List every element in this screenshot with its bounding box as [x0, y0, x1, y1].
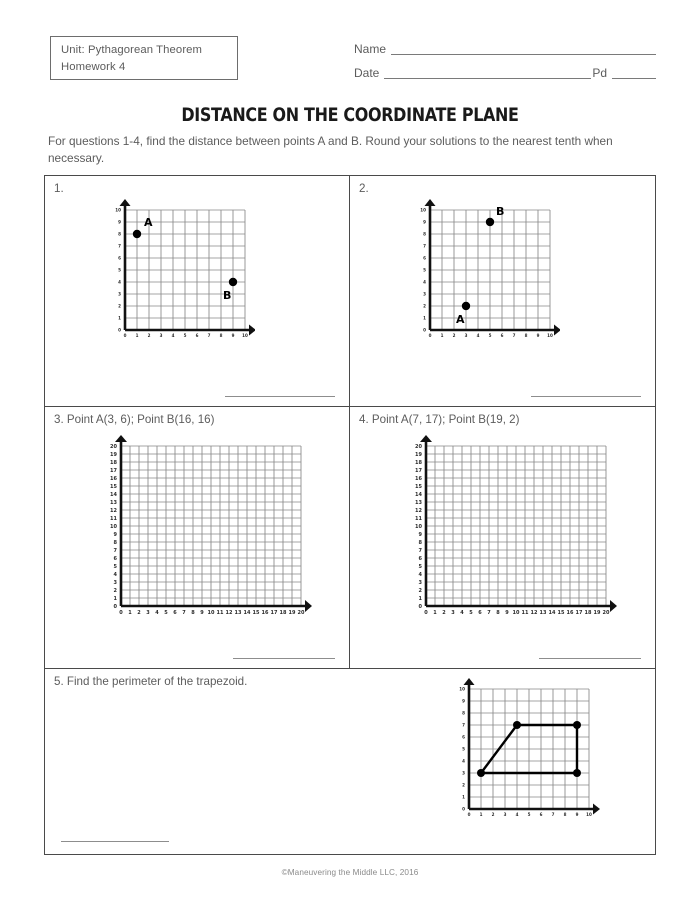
coordinate-plane-10x10	[103, 198, 255, 350]
svg-text:1: 1	[418, 596, 422, 602]
svg-text:9: 9	[575, 812, 579, 817]
svg-text:4: 4	[171, 333, 175, 338]
svg-text:5: 5	[423, 267, 426, 273]
svg-text:13: 13	[415, 500, 422, 506]
date-row	[354, 58, 656, 82]
svg-text:17: 17	[110, 468, 117, 474]
svg-text:5: 5	[183, 333, 187, 338]
svg-text:0: 0	[467, 812, 471, 817]
svg-text:4: 4	[113, 572, 117, 578]
gridlines	[469, 689, 589, 809]
x-axis-tick-labels	[429, 333, 553, 338]
svg-text:11: 11	[216, 610, 224, 616]
svg-text:19: 19	[415, 452, 422, 458]
svg-text:1: 1	[433, 610, 437, 616]
svg-text:4: 4	[460, 610, 464, 616]
svg-text:17: 17	[270, 610, 278, 616]
svg-text:15: 15	[415, 484, 422, 490]
svg-text:0: 0	[123, 333, 127, 338]
svg-text:7: 7	[182, 610, 186, 616]
svg-text:16: 16	[261, 610, 269, 616]
svg-text:5: 5	[418, 564, 422, 570]
question-1-prompt: 1.	[54, 182, 64, 195]
svg-text:10: 10	[110, 524, 117, 530]
svg-text:6: 6	[539, 812, 543, 817]
svg-text:1: 1	[118, 315, 121, 321]
svg-text:1: 1	[113, 596, 117, 602]
svg-text:2: 2	[423, 303, 426, 309]
gridlines	[125, 210, 245, 330]
svg-text:18: 18	[415, 460, 422, 466]
svg-text:7: 7	[512, 333, 516, 338]
svg-text:10: 10	[207, 610, 215, 616]
svg-text:6: 6	[113, 556, 117, 562]
svg-text:7: 7	[423, 243, 426, 249]
question-cell-2	[350, 176, 655, 406]
coordinate-plane-trapezoid	[447, 677, 607, 829]
svg-text:13: 13	[539, 610, 547, 616]
svg-text:9: 9	[423, 219, 426, 225]
svg-text:6: 6	[195, 333, 199, 338]
svg-text:19: 19	[593, 610, 601, 616]
svg-text:19: 19	[110, 452, 117, 458]
svg-text:1: 1	[462, 794, 465, 800]
svg-text:8: 8	[118, 231, 121, 237]
svg-text:7: 7	[207, 333, 211, 338]
svg-text:7: 7	[118, 243, 121, 249]
svg-text:17: 17	[415, 468, 422, 474]
y-axis-tick-labels	[420, 208, 426, 333]
y-axis-tick-labels	[459, 687, 465, 812]
svg-text:6: 6	[418, 556, 422, 562]
svg-text:11: 11	[521, 610, 529, 616]
svg-text:7: 7	[462, 722, 465, 728]
question-2-answer-line[interactable]	[531, 395, 641, 397]
plotted-point-a	[456, 302, 470, 326]
svg-text:5: 5	[488, 333, 492, 338]
question-row-1	[45, 176, 655, 407]
svg-text:9: 9	[418, 532, 422, 538]
svg-text:8: 8	[418, 540, 422, 546]
svg-text:1: 1	[423, 315, 426, 321]
svg-text:1: 1	[135, 333, 139, 338]
svg-text:7: 7	[487, 610, 491, 616]
svg-text:6: 6	[118, 255, 121, 261]
svg-text:17: 17	[575, 610, 583, 616]
gridlines	[426, 446, 606, 606]
svg-text:0: 0	[118, 327, 121, 333]
page-title: DISTANCE ON THE COORDINATE PLANE	[181, 104, 519, 126]
svg-text:3: 3	[159, 333, 163, 338]
question-cell-1	[45, 176, 350, 406]
homework-number: Homework 4	[61, 60, 126, 73]
svg-text:3: 3	[462, 770, 465, 776]
svg-text:2: 2	[462, 782, 465, 788]
svg-text:10: 10	[586, 812, 592, 817]
svg-text:20: 20	[110, 444, 117, 450]
svg-text:6: 6	[423, 255, 426, 261]
svg-text:12: 12	[415, 508, 422, 514]
question-row-2	[45, 407, 655, 669]
svg-text:12: 12	[530, 610, 538, 616]
svg-text:A: A	[144, 216, 153, 229]
svg-text:6: 6	[173, 610, 177, 616]
svg-text:13: 13	[110, 500, 117, 506]
svg-text:9: 9	[118, 219, 121, 225]
plotted-point-a	[133, 216, 153, 238]
svg-text:8: 8	[462, 710, 465, 716]
svg-text:20: 20	[415, 444, 422, 450]
svg-text:19: 19	[288, 610, 296, 616]
svg-text:3: 3	[451, 610, 455, 616]
x-axis-tick-labels	[119, 610, 305, 616]
svg-text:20: 20	[297, 610, 305, 616]
svg-text:0: 0	[428, 333, 432, 338]
question-5-graph	[447, 677, 607, 829]
date-input-line[interactable]	[384, 77, 591, 79]
gridlines	[121, 446, 301, 606]
svg-text:8: 8	[524, 333, 528, 338]
svg-text:8: 8	[563, 812, 567, 817]
svg-text:8: 8	[496, 610, 500, 616]
svg-text:4: 4	[462, 758, 465, 764]
svg-text:7: 7	[551, 812, 555, 817]
axes	[464, 678, 601, 815]
svg-text:16: 16	[110, 476, 117, 482]
name-input-line[interactable]	[391, 53, 656, 55]
questions-container	[44, 175, 656, 855]
svg-text:9: 9	[113, 532, 117, 538]
period-label: Pd	[592, 66, 607, 80]
svg-text:B: B	[223, 289, 232, 302]
x-axis-tick-labels	[424, 610, 610, 616]
svg-text:12: 12	[225, 610, 233, 616]
question-3-graph	[93, 432, 318, 632]
svg-text:A: A	[456, 313, 465, 326]
coordinate-plane-10x10	[408, 198, 560, 350]
question-3-answer-line[interactable]	[233, 657, 335, 659]
svg-text:4: 4	[476, 333, 480, 338]
question-5-answer-line[interactable]	[61, 840, 169, 842]
svg-text:2: 2	[118, 303, 121, 309]
svg-text:8: 8	[191, 610, 195, 616]
svg-text:5: 5	[113, 564, 117, 570]
svg-text:6: 6	[462, 734, 465, 740]
svg-text:4: 4	[515, 812, 519, 817]
question-4-answer-line[interactable]	[539, 657, 641, 659]
svg-text:10: 10	[547, 333, 553, 338]
coordinate-plane-20x20	[398, 432, 623, 632]
question-4-prompt: 4. Point A(7, 17); Point B(19, 2)	[359, 413, 520, 426]
x-axis-tick-labels	[124, 333, 248, 338]
svg-text:14: 14	[415, 492, 422, 498]
question-cell-3	[45, 407, 350, 668]
svg-text:3: 3	[464, 333, 468, 338]
svg-text:B: B	[496, 205, 505, 218]
coordinate-plane-20x20	[93, 432, 318, 632]
svg-text:9: 9	[505, 610, 509, 616]
svg-text:15: 15	[110, 484, 117, 490]
svg-text:18: 18	[110, 460, 117, 466]
unit-info-box	[50, 36, 238, 80]
question-3-prompt: 3. Point A(3, 6); Point B(16, 16)	[54, 413, 215, 426]
question-row-3	[45, 669, 655, 853]
svg-text:3: 3	[113, 580, 117, 586]
svg-text:2: 2	[113, 588, 117, 594]
svg-text:15: 15	[252, 610, 260, 616]
y-axis-tick-labels	[115, 208, 121, 333]
svg-text:13: 13	[234, 610, 242, 616]
svg-text:1: 1	[440, 333, 444, 338]
svg-text:11: 11	[110, 516, 117, 522]
svg-text:2: 2	[418, 588, 422, 594]
svg-text:7: 7	[418, 548, 422, 554]
svg-text:5: 5	[527, 812, 531, 817]
svg-text:9: 9	[462, 698, 465, 704]
svg-text:1: 1	[479, 812, 483, 817]
x-axis-tick-labels	[468, 812, 592, 817]
svg-text:4: 4	[118, 279, 121, 285]
period-input-line[interactable]	[612, 77, 656, 79]
svg-text:15: 15	[557, 610, 565, 616]
copyright-footer: ©Maneuvering the Middle LLC, 2016	[281, 868, 419, 877]
svg-text:2: 2	[137, 610, 141, 616]
svg-text:3: 3	[418, 580, 422, 586]
svg-text:10: 10	[459, 686, 465, 692]
svg-text:5: 5	[164, 610, 168, 616]
svg-text:5: 5	[118, 267, 121, 273]
svg-text:12: 12	[110, 508, 117, 514]
svg-text:4: 4	[423, 279, 426, 285]
question-2-prompt: 2.	[359, 182, 369, 195]
question-5-prompt: 5. Find the perimeter of the trapezoid.	[54, 675, 248, 688]
svg-text:0: 0	[113, 604, 117, 610]
svg-text:9: 9	[231, 333, 235, 338]
svg-text:0: 0	[423, 327, 426, 333]
y-axis-tick-labels	[415, 444, 422, 610]
svg-text:10: 10	[242, 333, 248, 338]
question-cell-5	[45, 669, 655, 853]
plotted-point-b	[223, 278, 237, 302]
svg-text:18: 18	[584, 610, 592, 616]
svg-text:3: 3	[146, 610, 150, 616]
svg-text:8: 8	[219, 333, 223, 338]
axes	[120, 199, 256, 336]
svg-text:10: 10	[115, 207, 121, 213]
svg-text:14: 14	[110, 492, 117, 498]
svg-text:8: 8	[113, 540, 117, 546]
svg-text:3: 3	[503, 812, 507, 817]
svg-text:4: 4	[155, 610, 159, 616]
question-2-graph	[408, 198, 560, 350]
svg-text:11: 11	[415, 516, 422, 522]
question-1-graph	[103, 198, 255, 350]
y-axis-tick-labels	[110, 444, 117, 610]
unit-title: Unit: Pythagorean Theorem	[61, 44, 203, 56]
svg-text:16: 16	[566, 610, 574, 616]
svg-text:0: 0	[462, 806, 465, 812]
svg-text:4: 4	[418, 572, 422, 578]
axes	[115, 435, 312, 612]
svg-text:1: 1	[128, 610, 132, 616]
svg-text:9: 9	[200, 610, 204, 616]
svg-text:9: 9	[536, 333, 540, 338]
svg-text:5: 5	[462, 746, 465, 752]
question-cell-4	[350, 407, 655, 668]
svg-text:0: 0	[119, 610, 123, 616]
svg-text:18: 18	[279, 610, 287, 616]
svg-text:14: 14	[548, 610, 556, 616]
question-1-answer-line[interactable]	[225, 395, 335, 397]
svg-text:2: 2	[147, 333, 151, 338]
svg-text:7: 7	[113, 548, 117, 554]
svg-text:8: 8	[423, 231, 426, 237]
worksheet-header	[44, 34, 656, 90]
svg-text:2: 2	[452, 333, 456, 338]
svg-text:6: 6	[478, 610, 482, 616]
question-4-graph	[398, 432, 623, 632]
svg-text:2: 2	[491, 812, 495, 817]
svg-text:2: 2	[442, 610, 446, 616]
name-row	[354, 34, 656, 58]
gridlines	[430, 210, 550, 330]
date-label: Date	[354, 66, 380, 80]
axes	[420, 435, 617, 612]
svg-text:3: 3	[118, 291, 121, 297]
svg-text:0: 0	[418, 604, 422, 610]
svg-text:3: 3	[423, 291, 426, 297]
svg-text:16: 16	[415, 476, 422, 482]
name-label: Name	[354, 42, 387, 56]
svg-text:20: 20	[602, 610, 610, 616]
svg-text:10: 10	[420, 207, 426, 213]
svg-text:10: 10	[415, 524, 422, 530]
svg-text:10: 10	[512, 610, 520, 616]
svg-text:14: 14	[243, 610, 251, 616]
instructions-text: For questions 1-4, find the distance between points A and B. Round your solutions to the nearest tenth when necessary.	[48, 134, 613, 165]
name-date-block	[354, 34, 656, 82]
svg-text:0: 0	[424, 610, 428, 616]
svg-text:5: 5	[469, 610, 473, 616]
svg-text:6: 6	[500, 333, 504, 338]
